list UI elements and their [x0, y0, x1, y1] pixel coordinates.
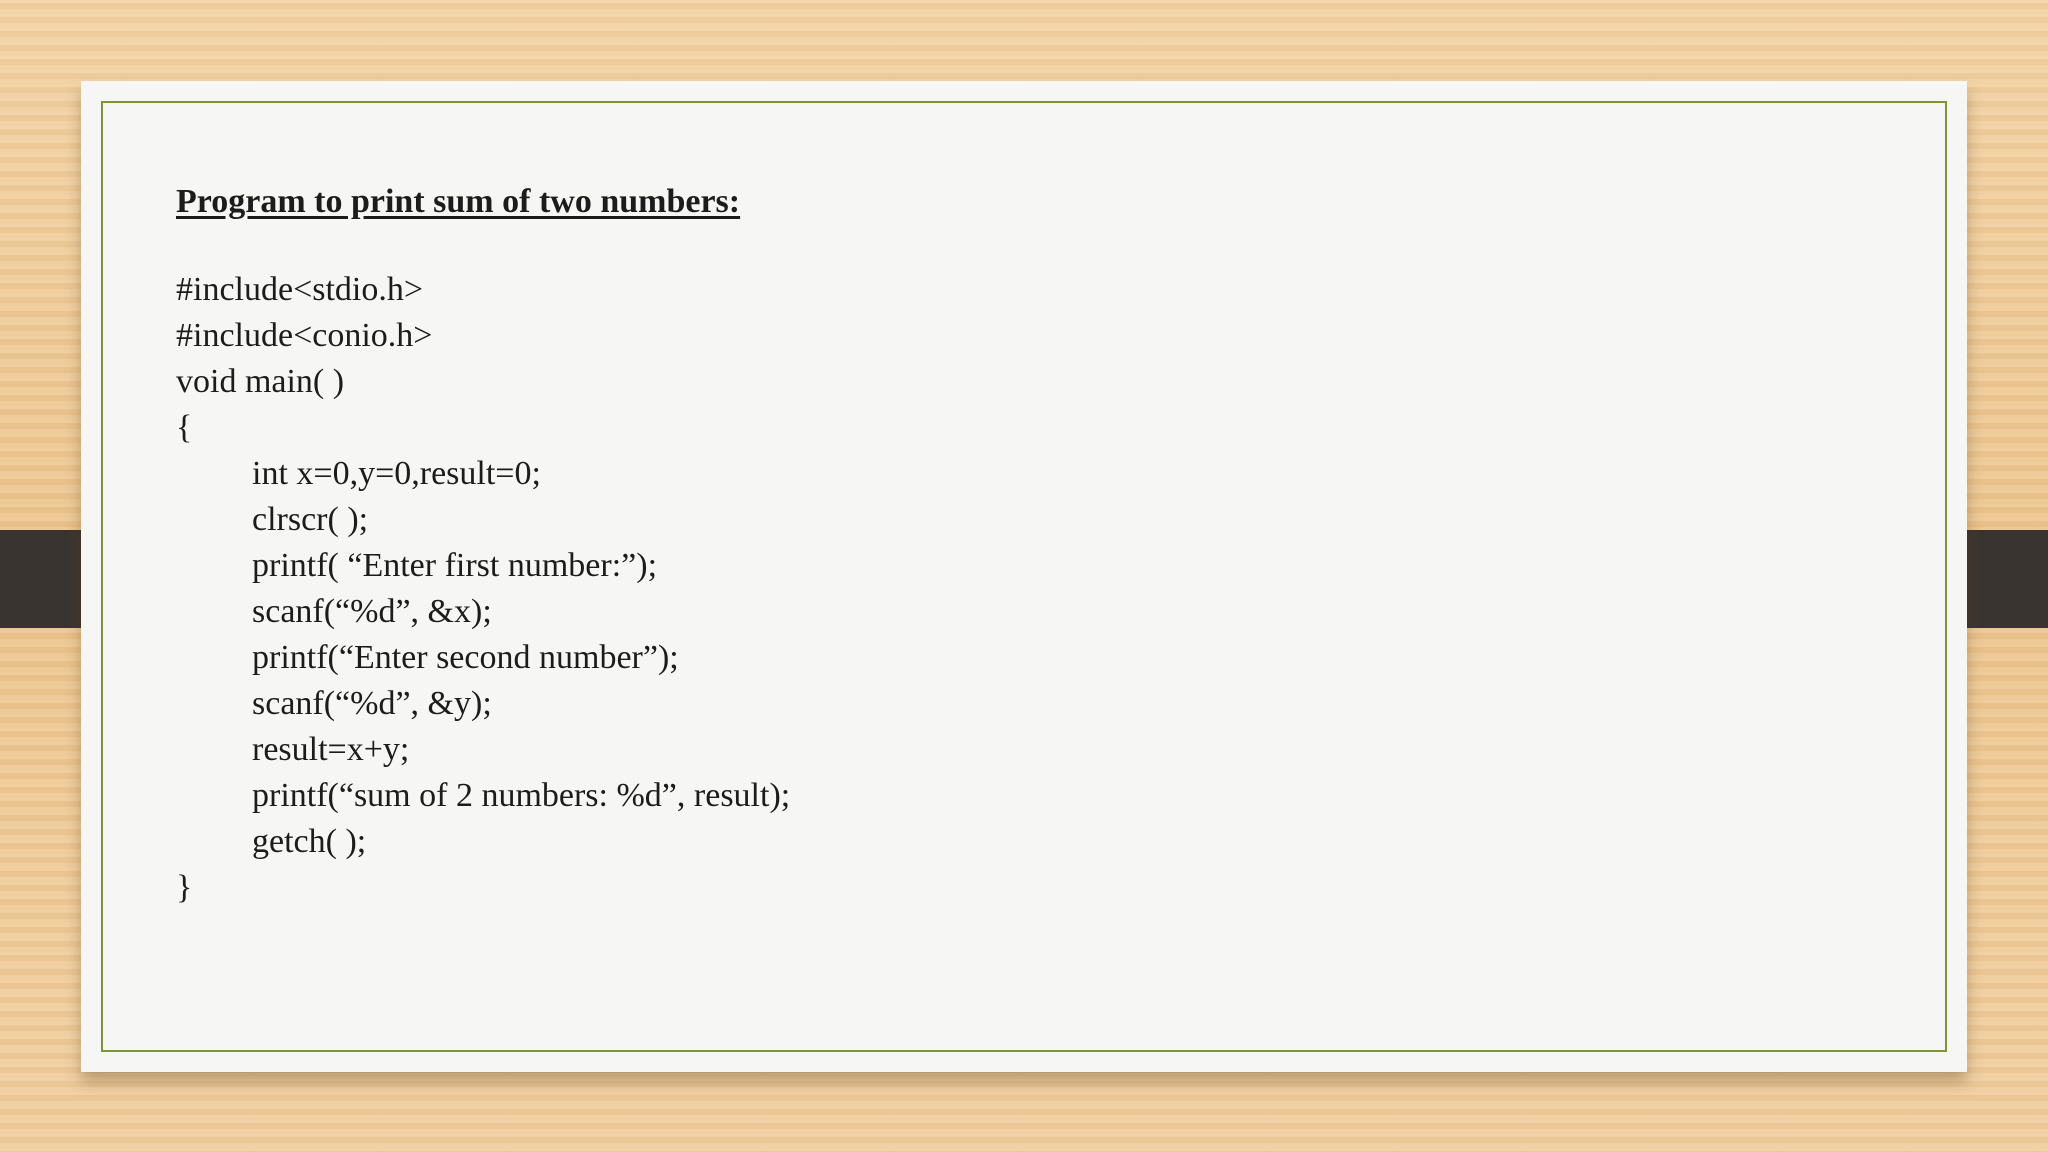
slide-title: Program to print sum of two numbers:: [176, 183, 741, 220]
code-line: result=x+y;: [252, 731, 410, 768]
code-line: getch( );: [252, 823, 367, 860]
code-line: printf(“sum of 2 numbers: %d”, result);: [252, 777, 791, 814]
code-line: }: [176, 869, 193, 906]
code-line: printf(“Enter second number”);: [252, 639, 679, 676]
code-line: scanf(“%d”, &y);: [252, 685, 492, 722]
slide-card: [81, 81, 1967, 1072]
code-line: clrscr( );: [252, 501, 369, 538]
code-line: {: [176, 409, 193, 446]
code-line: printf( “Enter first number:”);: [252, 547, 658, 584]
code-line: #include<conio.h>: [176, 317, 433, 354]
code-line: scanf(“%d”, &x);: [252, 593, 492, 630]
code-line: void main( ): [176, 363, 345, 400]
slide-content: [176, 179, 790, 911]
code-block: [176, 267, 790, 911]
code-line: #include<stdio.h>: [176, 271, 424, 308]
code-line: int x=0,y=0,result=0;: [252, 455, 541, 492]
